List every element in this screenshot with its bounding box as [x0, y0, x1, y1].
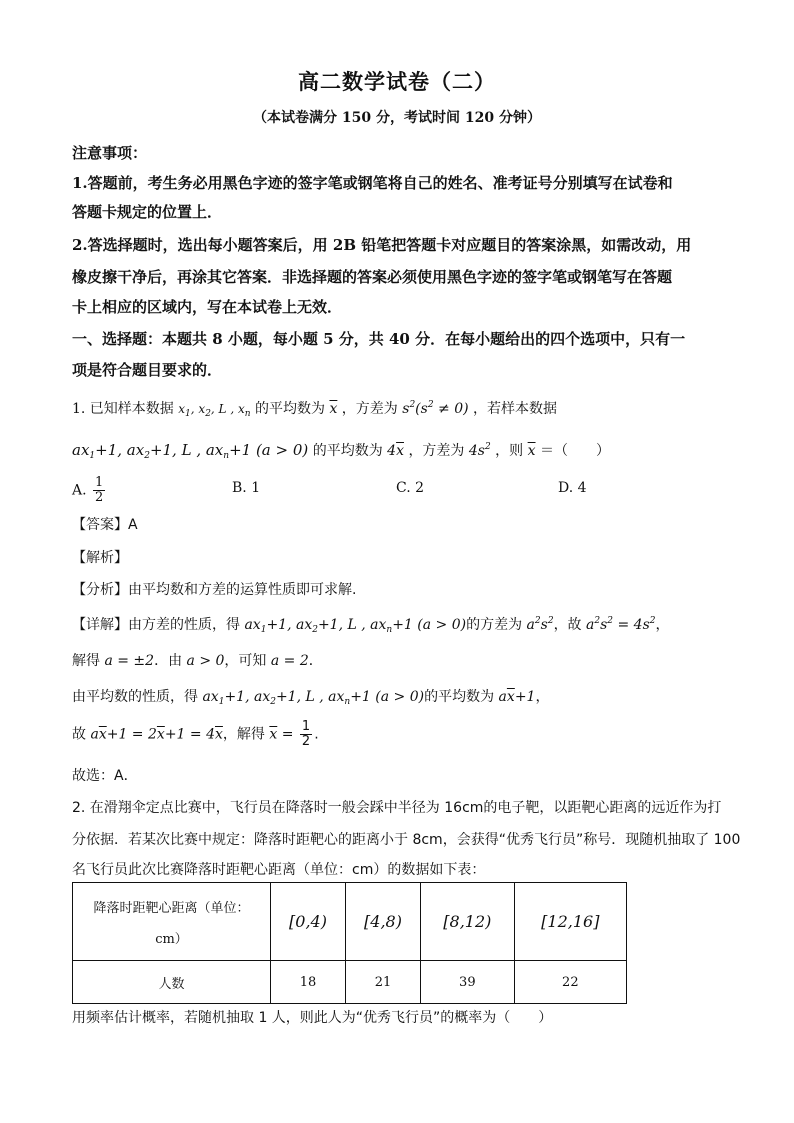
step2-sol: a = ±2	[104, 653, 155, 669]
q1-option-a-fraction	[93, 476, 105, 505]
q2-line3: 名飞行员此次比赛降落时距靶心距离（单位：cm）的数据如下表：	[72, 862, 486, 878]
step2-cond: a > 0	[186, 653, 225, 669]
range-cell: [8,12)	[421, 883, 515, 961]
q1-option-a	[72, 476, 107, 505]
q1-stem-line1	[72, 398, 557, 419]
q1-step3: 由平均数的性质，得 $ax_1+1$, $ax_2+1$, L , $ax_n+1$ (a > 0)的平均数为 $a\overline{x}+1$，	[72, 689, 550, 707]
q2-data-table	[72, 882, 627, 1004]
step1b: 的方差为	[466, 617, 523, 633]
q1-stem-d: ，若样本数据	[473, 401, 558, 417]
count-cell: 22	[514, 961, 626, 1004]
q1-stem-line2	[72, 440, 610, 461]
q1-fenxi	[72, 579, 356, 599]
step4b: ，解得	[222, 726, 265, 743]
q1-stem-c: ，方差为	[341, 401, 398, 417]
q1-step1: 【详解】由方差的性质，得 $ax_1+1$, $ax_2+1$, L , $ax_n+1$ (a > 0)的方差为 $a^2s^2$，故 $a^2s^2 = 4s^2$，	[72, 616, 670, 635]
notice-item2-line2: 橡皮擦干净后，再涂其它答案．非选择题的答案必须使用黑色字迹的签字笔或钢笔写在答题	[72, 268, 673, 286]
step2a: 解得	[72, 653, 100, 669]
answer-tag: 【答案】	[72, 517, 128, 533]
q2-line1: 2. 在滑翔伞定点比赛中，飞行员在降落时一般会踩中半径为 16cm的电子靶，以距靶心距离的远近作为打	[72, 800, 722, 816]
q1-answer	[72, 514, 138, 534]
step2b: ．由	[154, 653, 183, 669]
notice-heading: 注意事项：	[72, 144, 148, 162]
range-cell: [0,4)	[271, 883, 346, 961]
step1-eq: $a^2s^2 = 4s^2$	[586, 616, 656, 633]
q1-step4: 故 $a\overline{x}+1 = 2\overline{x}+1 = 4\overline{x}$，解得 $\overline{x}$ = $\frac{1}{2}$ .	[72, 719, 319, 749]
step3-expr: $ax_1+1$, $ax_2+1$, L , $ax_n+1$ (a > 0)	[202, 689, 425, 707]
row-label-count: 人数	[73, 961, 271, 1004]
step4-den: 2	[301, 734, 311, 749]
count-cell: 39	[421, 961, 515, 1004]
exam-info: （本试卷满分 150 分，考试时间 120 分钟）	[253, 110, 541, 126]
step1c: ，故	[553, 617, 582, 633]
count-cell: 18	[271, 961, 346, 1004]
header-label-line1: 降落时距靶心距离（单位：	[93, 900, 250, 916]
q1-stem-b: 的平均数为	[254, 401, 325, 417]
q1-xbar-ask: $\overline{x}$	[527, 443, 536, 459]
q1-option-d: D. 4	[558, 480, 587, 496]
page-title: 高二数学试卷（二）	[298, 69, 496, 94]
q1-stem-e: 的平均数为	[312, 443, 383, 459]
q1-conclusion: 故选：A．	[72, 768, 138, 784]
count-cell: 21	[346, 961, 421, 1004]
step4-num: 1	[301, 719, 311, 734]
q1-option-a-num: 1	[95, 475, 104, 490]
step1-expr: $ax_1+1$, $ax_2+1$, L , $ax_n+1$ (a > 0)	[244, 617, 467, 635]
table-row	[73, 961, 627, 1004]
q1-new-var: $4s^2$	[468, 442, 491, 459]
xiangjie-tag: 【详解】	[72, 617, 128, 633]
range-cell: [4,8)	[346, 883, 421, 961]
q1-option-a-label: A.	[72, 482, 87, 499]
table-row	[73, 883, 627, 961]
notice-item2-line3: 卡上相应的区域内，写在本试卷上无效．	[72, 298, 343, 316]
notice-item2-line1: 2.答选择题时，选出每小题答案后，用 2B 铅笔把答题卡对应题目的答案涂黑，如需改动，用	[72, 236, 692, 254]
q1-variance: $s^2(s^2 \ne 0)$	[402, 400, 469, 417]
q2-question: 用频率估计概率，若随机抽取 1 人，则此人为“优秀飞行员”的概率为（ ）	[72, 1010, 553, 1026]
step2c: ，可知	[224, 653, 267, 669]
answer-value: A	[128, 517, 138, 533]
q1-option-c: C. 2	[396, 480, 425, 496]
q1-new-mean: $4\overline{x}$	[387, 443, 404, 459]
step4-eq: $a\overline{x}+1 = 2\overline{x}+1 = 4\overline{x}$	[90, 726, 223, 743]
q1-option-a-den: 2	[95, 490, 104, 505]
step4-x: $\overline{x}$	[269, 726, 278, 743]
range-cell: [12,16]	[514, 883, 626, 961]
header-label-line2: cm）	[155, 931, 188, 947]
step3a: 由平均数的性质，得	[72, 689, 198, 705]
step1a: 由方差的性质，得	[128, 617, 240, 633]
q1-stem-g: ，则	[495, 443, 524, 459]
notice-item1-line1: 1.答题前，考生务必用黑色字迹的签字笔或钢笔将自己的姓名、准考证号分别填写在试卷和	[72, 174, 673, 192]
q1-stem-h: ＝（ ）	[539, 443, 610, 459]
step2-result: a = 2	[270, 653, 309, 669]
section1-line2: 项是符合题目要求的．	[72, 361, 223, 379]
step3b: 的平均数为	[424, 689, 495, 705]
notice-item1-line2: 答题卡规定的位置上．	[72, 203, 223, 221]
step4-fraction	[300, 720, 312, 749]
q1-sample-data: $x_1$, $x_2$, L , $x_n$	[178, 402, 251, 419]
fenxi-tag: 【分析】	[72, 582, 128, 598]
q2-line2: 分依据．若某次比赛中规定：降落时距靶心的距离小于 8cm，会获得“优秀飞行员”称号．现随机抽取了 100	[72, 832, 741, 848]
q1-step2: 解得 a = ±2．由 a > 0，可知 a = 2．	[72, 653, 323, 669]
table-header-label	[73, 883, 271, 961]
q1-option-b: B. 1	[232, 480, 261, 496]
step4a: 故	[72, 726, 86, 743]
fenxi-text: 由平均数和方差的运算性质即可求解.	[128, 582, 357, 598]
q1-stem-f: ，方差为	[408, 443, 465, 459]
step3-mean: $a\overline{x}+1$	[498, 689, 536, 705]
q1-new-sample: $ax_1+1$, $ax_2+1$, L , $ax_n+1$ (a > 0)	[72, 441, 309, 461]
step1-var: $a^2s^2$	[526, 616, 554, 633]
analysis-tag: 【解析】	[72, 550, 128, 566]
q1-stem-a: 1. 已知样本数据	[72, 401, 174, 417]
q1-xbar: $\overline{x}$	[329, 401, 338, 417]
section1-line1: 一、选择题：本题共 8 小题，每小题 5 分，共 40 分．在每小题给出的四个选项中，只有一	[72, 330, 686, 348]
